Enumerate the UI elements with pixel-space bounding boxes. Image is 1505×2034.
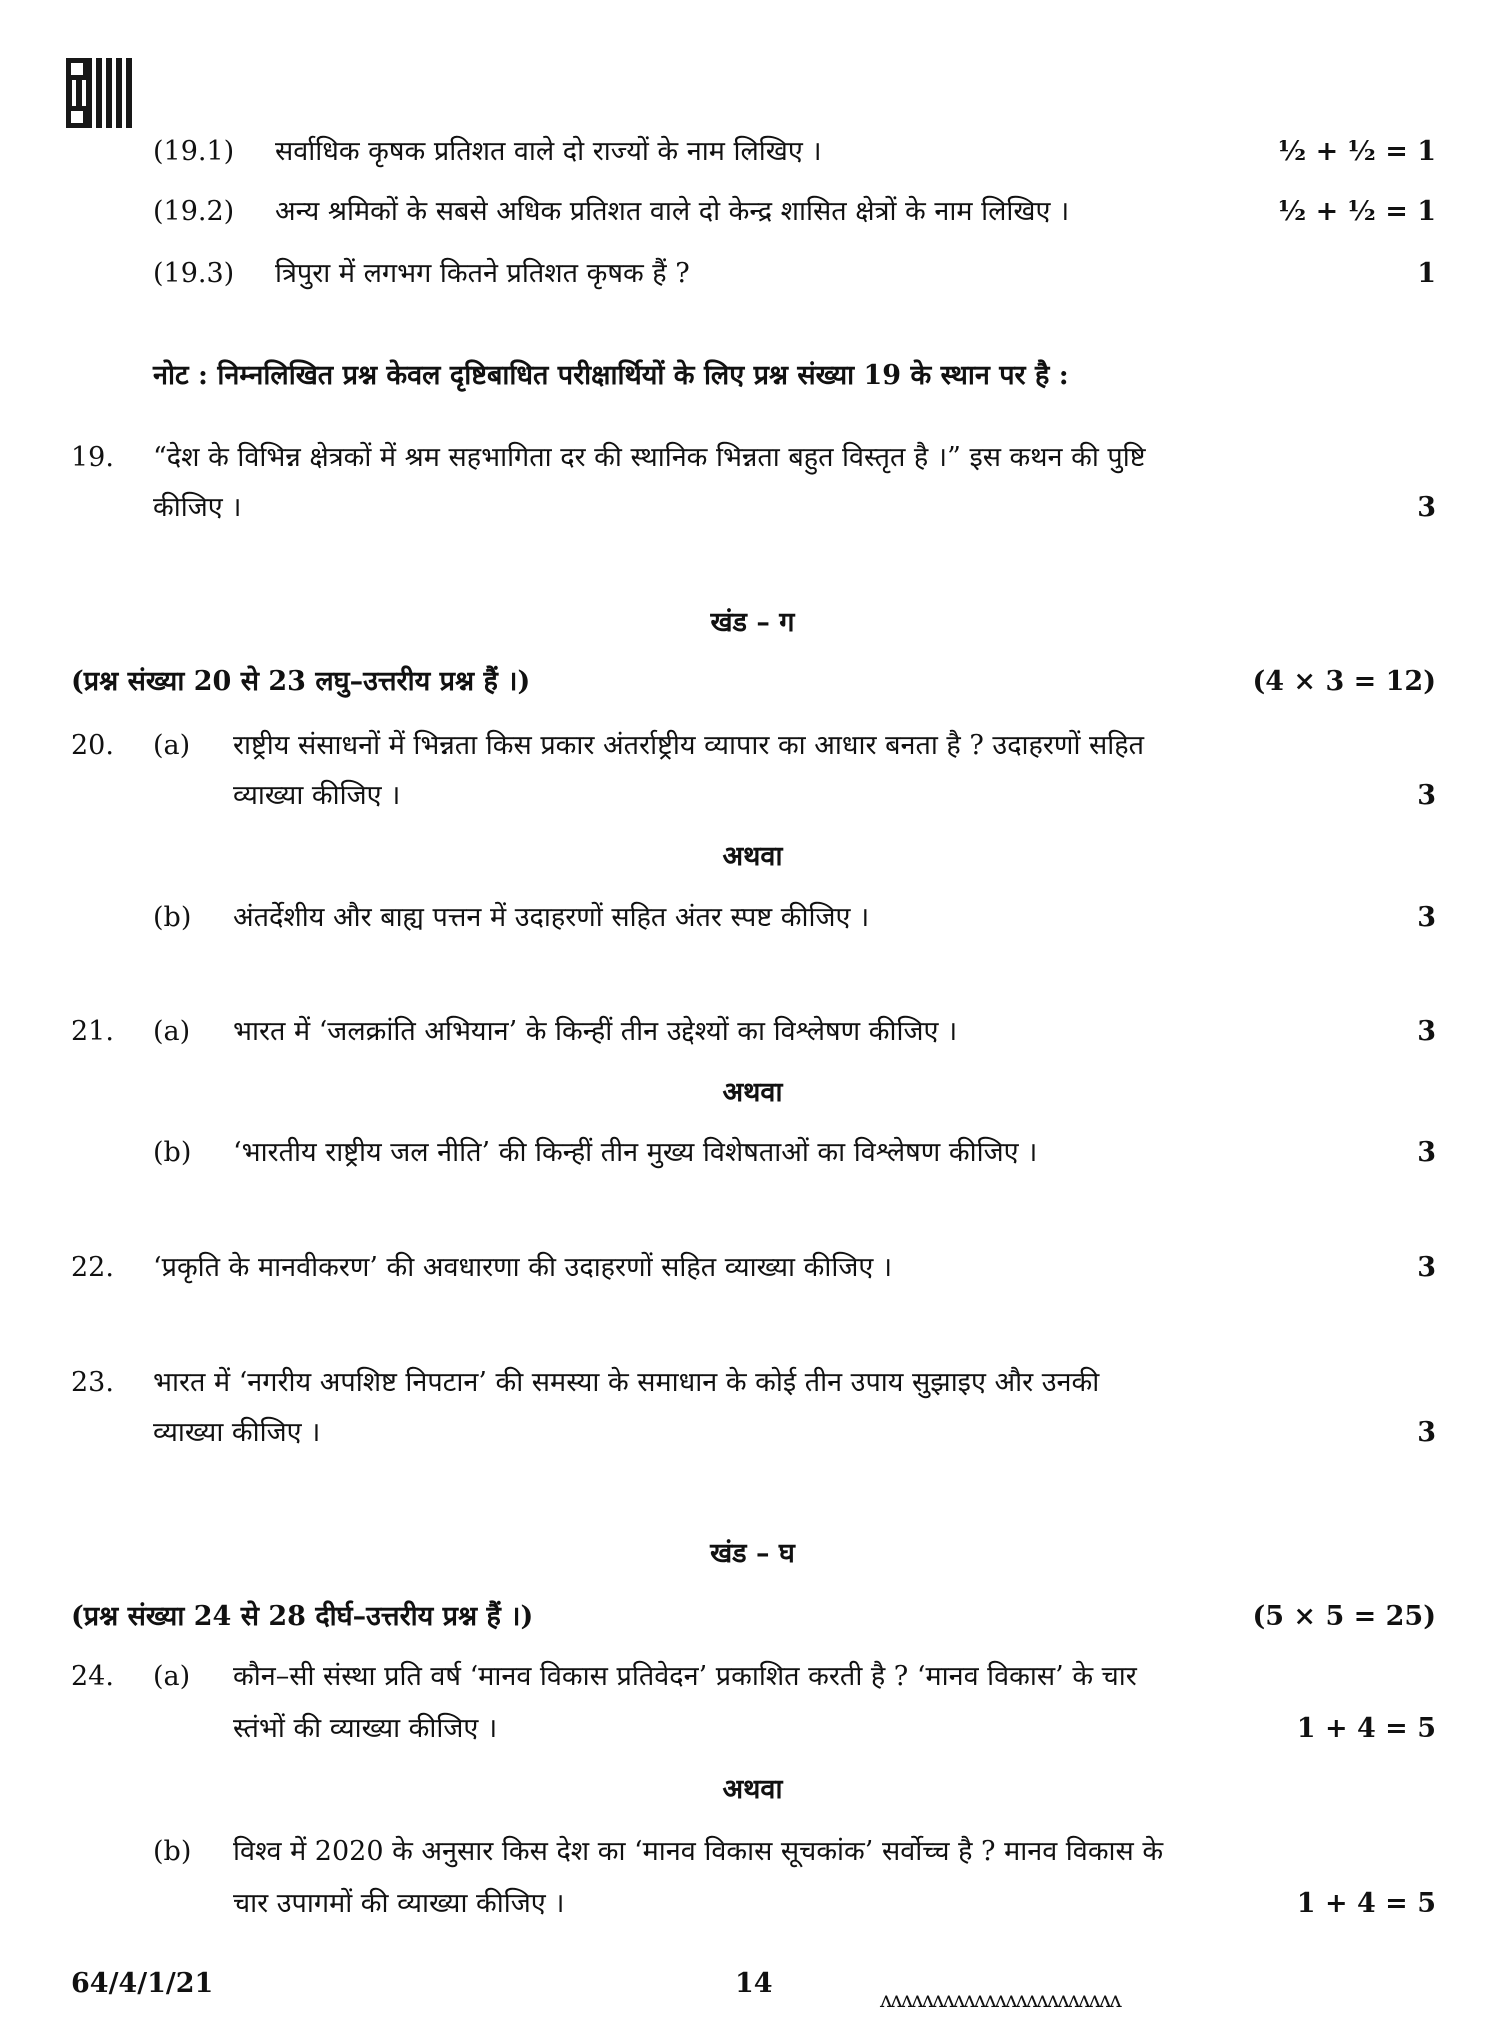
q19-2-marks: ½ + ½ = 1 (1278, 196, 1436, 227)
q24-b-label: (b) (153, 1836, 192, 1867)
q19-1-number: (19.1) (153, 136, 235, 167)
decorative-wave: ʌʌʌʌʌʌʌʌʌʌʌʌʌʌʌʌʌʌʌʌʌʌʌ (880, 1988, 1120, 2013)
q20-a-line2: व्याख्या कीजिए । (233, 780, 401, 811)
section-c-marks: (4 × 3 = 12) (1252, 666, 1436, 697)
q21-b-label: (b) (153, 1137, 192, 1168)
q21-a-label: (a) (153, 1016, 191, 1047)
section-d-marks: (5 × 5 = 25) (1252, 1601, 1436, 1632)
q20-b-label: (b) (153, 902, 192, 933)
q20-a-marks: 3 (1417, 780, 1436, 811)
q23-line2: व्याख्या कीजिए । (153, 1417, 321, 1448)
q21-a-marks: 3 (1417, 1016, 1436, 1047)
q20-a-label: (a) (153, 730, 191, 761)
q22-text: ‘प्रकृति के मानवीकरण’ की अवधारणा की उदाहरणों सहित व्याख्या कीजिए । (153, 1252, 893, 1283)
q19-3-number: (19.3) (153, 258, 235, 289)
q19-3-text: त्रिपुरा में लगभग कितने प्रतिशत कृषक हैं ? (275, 258, 690, 289)
q23-line1: भारत में ‘नगरीय अपशिष्ट निपटान’ की समस्या के समाधान के कोई तीन उपाय सुझाइए और उनकी (153, 1367, 1100, 1398)
qr-code (66, 58, 136, 128)
q20-a-line1: राष्ट्रीय संसाधनों में भिन्नता किस प्रकार अंतर्राष्ट्रीय व्यापार का आधार बनता है ? उदाहरणों सहित (233, 730, 1144, 761)
paper-code: 64/4/1/21 (71, 1968, 214, 1999)
q24-a-marks: 1 + 4 = 5 (1296, 1713, 1436, 1744)
q24-a-line2: स्तंभों की व्याख्या कीजिए । (233, 1713, 498, 1744)
q24-b-line2: चार उपागमों की व्याख्या कीजिए । (233, 1888, 565, 1919)
q20-number: 20. (71, 730, 114, 761)
section-d-info: (प्रश्न संख्या 24 से 28 दीर्घ–उत्तरीय प्रश्न हैं ।) (71, 1601, 534, 1632)
q21-b-text: ‘भारतीय राष्ट्रीय जल नीति’ की किन्हीं तीन मुख्य विशेषताओं का विश्लेषण कीजिए । (233, 1137, 1038, 1168)
q23-number: 23. (71, 1367, 114, 1398)
q21-b-marks: 3 (1417, 1137, 1436, 1168)
q19-3-marks: 1 (1417, 258, 1436, 289)
or-label: अथवा (722, 841, 783, 872)
q19-alt-line1: “देश के विभिन्न क्षेत्रकों में श्रम सहभागिता दर की स्थानिक भिन्नता बहुत विस्तृत है ।” इस कथन की पुष्टि (153, 442, 1146, 473)
q21-a-text: भारत में ‘जलक्रांति अभियान’ के किन्हीं तीन उद्देश्यों का विश्लेषण कीजिए । (233, 1016, 958, 1047)
note: नोट : निम्नलिखित प्रश्न केवल दृष्टिबाधित परीक्षार्थियों के लिए प्रश्न संख्या 19 के स्थान पर है : (153, 360, 1069, 391)
q24-a-label: (a) (153, 1661, 191, 1692)
q20-b-marks: 3 (1417, 902, 1436, 933)
q19-2-number: (19.2) (153, 196, 235, 227)
or-label: अथवा (722, 1077, 783, 1108)
q19-alt-marks: 3 (1417, 492, 1436, 523)
q24-b-marks: 1 + 4 = 5 (1296, 1888, 1436, 1919)
q23-marks: 3 (1417, 1417, 1436, 1448)
q19-1-marks: ½ + ½ = 1 (1278, 136, 1436, 167)
or-label: अथवा (722, 1774, 783, 1805)
q24-b-line1: विश्व में 2020 के अनुसार किस देश का ‘मानव विकास सूचकांक’ सर्वोच्च है ? मानव विकास के (233, 1836, 1164, 1867)
q24-number: 24. (71, 1661, 114, 1692)
q19-2-text: अन्य श्रमिकों के सबसे अधिक प्रतिशत वाले दो केन्द्र शासित क्षेत्रों के नाम लिखिए । (275, 196, 1070, 227)
section-c-info: (प्रश्न संख्या 20 से 23 लघु–उत्तरीय प्रश्न हैं ।) (71, 666, 531, 697)
q22-number: 22. (71, 1252, 114, 1283)
q21-number: 21. (71, 1016, 114, 1047)
q19-1-text: सर्वाधिक कृषक प्रतिशत वाले दो राज्यों के नाम लिखिए । (275, 136, 822, 167)
q24-a-line1: कौन–सी संस्था प्रति वर्ष ‘मानव विकास प्रतिवेदन’ प्रकाशित करती है ? ‘मानव विकास’ के चार (233, 1661, 1137, 1692)
q19-alt-number: 19. (71, 442, 114, 473)
section-c-title: खंड – ग (710, 607, 795, 638)
q20-b-text: अंतर्देशीय और बाह्य पत्तन में उदाहरणों सहित अंतर स्पष्ट कीजिए । (233, 902, 870, 933)
page-number: 14 (735, 1968, 773, 1999)
q19-alt-line2: कीजिए । (153, 492, 242, 523)
section-d-title: खंड – घ (710, 1538, 795, 1569)
q22-marks: 3 (1417, 1252, 1436, 1283)
